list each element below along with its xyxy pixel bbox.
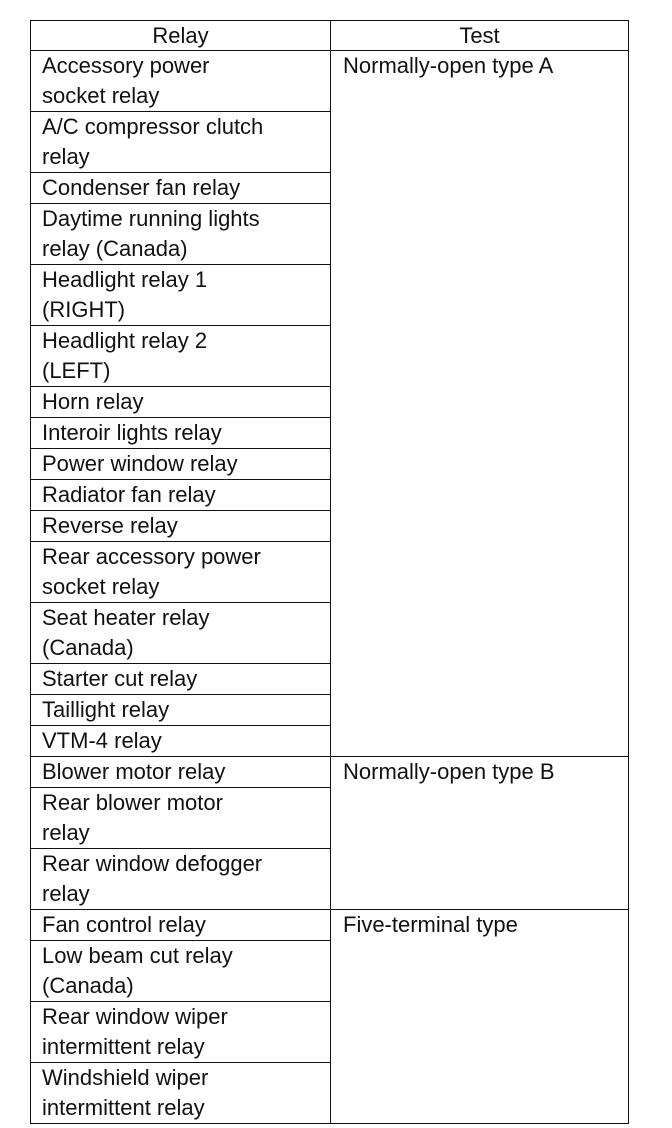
test-type: Normally-open type B	[343, 759, 555, 784]
relay-name: Fan control relay	[42, 912, 206, 937]
relay-name-cell	[31, 418, 331, 449]
relay-name: Condenser fan relay	[42, 175, 241, 200]
test-type: Five-terminal type	[343, 912, 518, 937]
relay-name-cell	[31, 941, 331, 1002]
column-header-relay: Relay	[31, 21, 331, 51]
test-type: Normally-open type A	[343, 53, 554, 78]
relay-name-cell	[31, 788, 331, 849]
relay-name: Interoir lights relay	[42, 420, 222, 445]
relay-name-cell	[31, 1063, 331, 1124]
table-row	[31, 910, 629, 941]
column-header-test: Test	[331, 21, 629, 51]
relay-name: Low beam cut relay (Canada)	[42, 943, 233, 998]
relay-name-cell	[31, 695, 331, 726]
relay-name-cell	[31, 664, 331, 695]
relay-name-cell	[31, 849, 331, 910]
relay-name-cell	[31, 603, 331, 664]
relay-name-cell	[31, 542, 331, 603]
relay-name: Power window relay	[42, 451, 238, 476]
relay-name-cell	[31, 449, 331, 480]
relay-name: Headlight relay 1 (RIGHT)	[42, 267, 208, 322]
relay-name-cell	[31, 112, 331, 173]
relay-name-cell	[31, 757, 331, 788]
relay-name-cell	[31, 387, 331, 418]
relay-name: Taillight relay	[42, 697, 170, 722]
relay-name: Starter cut relay	[42, 666, 198, 691]
relay-name: Windshield wiper intermittent relay	[42, 1065, 209, 1120]
table-row	[31, 757, 629, 788]
relay-name: Blower motor relay	[42, 759, 226, 784]
relay-name-cell	[31, 726, 331, 757]
relay-name: Seat heater relay (Canada)	[42, 605, 210, 660]
relay-name-cell	[31, 51, 331, 112]
relay-name: Rear blower motor relay	[42, 790, 223, 845]
relay-test-table	[30, 20, 629, 1124]
relay-name: A/C compressor clutch relay	[42, 114, 264, 169]
test-type-cell	[331, 910, 629, 1124]
relay-name-cell	[31, 173, 331, 204]
relay-name: Headlight relay 2 (LEFT)	[42, 328, 208, 383]
relay-name: Daytime running lights relay (Canada)	[42, 206, 260, 261]
relay-name-cell	[31, 1002, 331, 1063]
relay-name: VTM-4 relay	[42, 728, 162, 753]
test-type-cell	[331, 51, 629, 757]
relay-name-cell	[31, 204, 331, 265]
relay-name-cell	[31, 910, 331, 941]
relay-name: Reverse relay	[42, 513, 178, 538]
relay-name-cell	[31, 511, 331, 542]
relay-name: Horn relay	[42, 389, 144, 414]
table-body	[31, 51, 629, 1124]
relay-name: Rear window wiper intermittent relay	[42, 1004, 228, 1059]
relay-name: Rear window defogger relay	[42, 851, 263, 906]
relay-name-cell	[31, 326, 331, 387]
test-type-cell	[331, 757, 629, 910]
relay-name-cell	[31, 265, 331, 326]
relay-name-cell	[31, 480, 331, 511]
relay-name: Rear accessory power socket relay	[42, 544, 261, 599]
table-row	[31, 51, 629, 112]
table-header-row	[31, 21, 629, 51]
relay-name: Accessory power socket relay	[42, 53, 210, 108]
relay-name: Radiator fan relay	[42, 482, 216, 507]
